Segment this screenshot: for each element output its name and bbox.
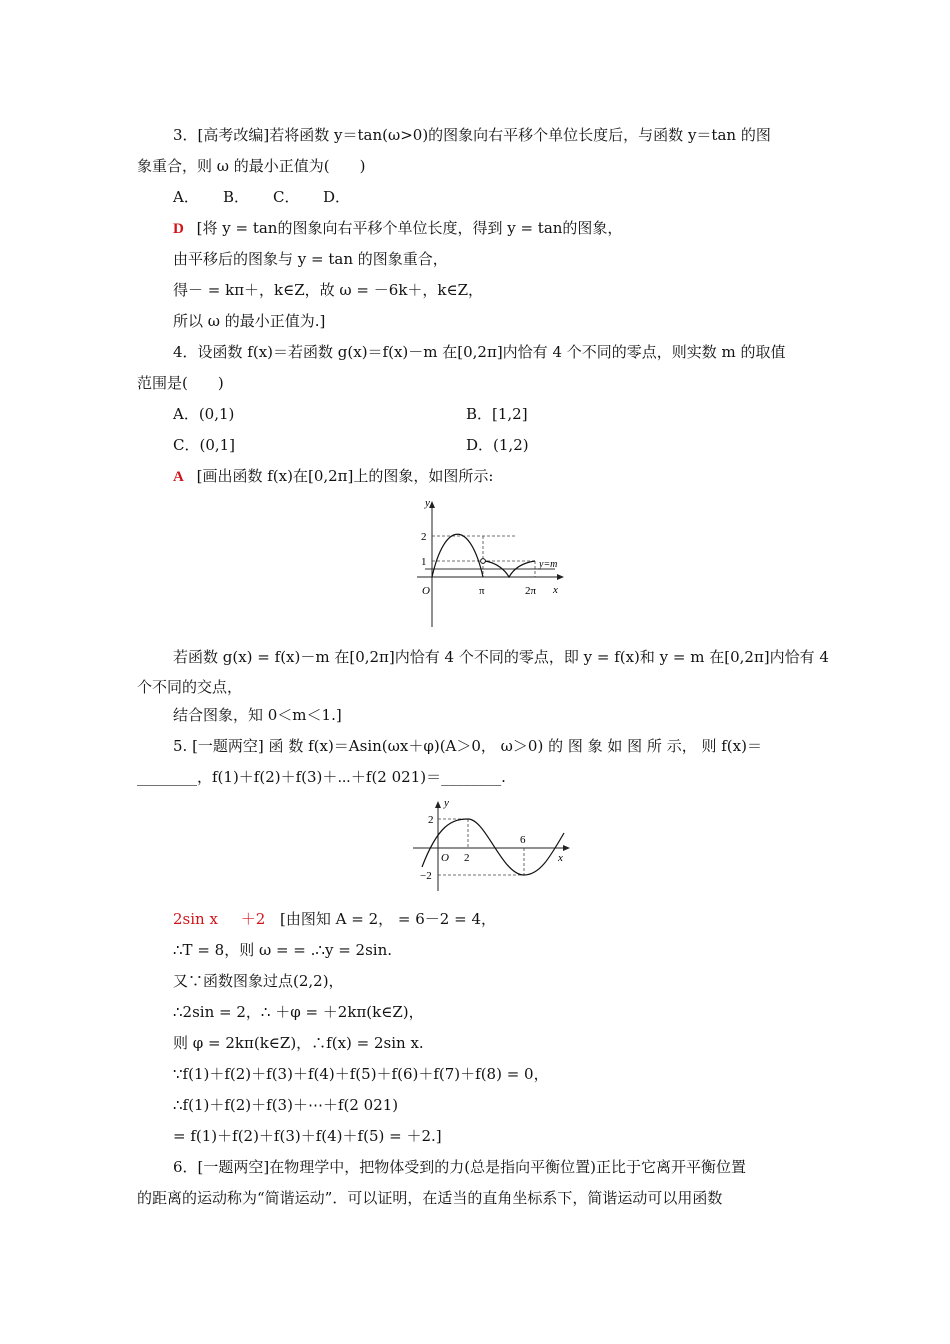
- q4-y-tick-1: 1: [421, 556, 427, 568]
- q5-answer1: 2sin x: [173, 910, 218, 928]
- q3-answer-letter: D: [173, 221, 184, 237]
- q4-solution-line1: [173, 465, 815, 487]
- q3-solution-line3: 得－ = kπ＋，k∈Z，故 ω = －6k＋，k∈Z，: [173, 281, 484, 299]
- q6-stem-line2: 的距离的运动称为“简谐运动”．可以证明，在适当的直角坐标系下，简谐运动可以用函数: [137, 1189, 723, 1207]
- q4-y-arrow: [429, 501, 435, 508]
- q5-x-tick-2: 2: [464, 852, 470, 864]
- q4-x-arrow: [557, 574, 564, 580]
- q3-solution-text1: [将 y = tan的图象向右平移个单位长度，得到 y = tan的图象，: [196, 219, 623, 237]
- q5-solution-line1: [173, 908, 815, 930]
- q3-option-b: B．: [223, 188, 250, 206]
- q3-solution-line4: 所以 ω 的最小正值为.]: [173, 312, 326, 330]
- q4-solution-line3: 个不同的交点，: [137, 678, 243, 696]
- q4-origin-label: O: [422, 585, 430, 597]
- q3-stem-line1: 3．[高考改编]若将函数 y＝tan(ω>0)的图象向右平移个单位长度后，与函数 y＝tan 的图: [173, 126, 771, 144]
- q3-solution-line1: [173, 217, 815, 239]
- q5-y-tick-2: 2: [428, 814, 434, 826]
- q4-solution-line4: 结合图象，知 0＜m＜1.]: [173, 706, 342, 724]
- q4-y-label: y: [425, 497, 430, 509]
- q5-solution-line4: ∴2sin = 2，∴ ＋φ = ＋2kπ(k∈Z)，: [173, 1003, 424, 1021]
- q4-line-label: y=m: [539, 559, 558, 570]
- q4-options-row1: [173, 403, 815, 425]
- q4-option-b: B．[1,2]: [466, 405, 528, 423]
- q4-solution-text1: [画出函数 f(x)在[0,2π]上的图象，如图所示:: [196, 467, 494, 485]
- q5-solution-line8: = f(1)＋f(2)＋f(3)＋f(4)＋f(5) = ＋2.]: [173, 1127, 442, 1145]
- q5-graph-figure: [408, 795, 578, 895]
- q5-answer2: ＋2: [240, 910, 266, 928]
- q4-x-label: x: [553, 584, 558, 596]
- q4-open-point: [481, 559, 486, 564]
- q5-solution-line3: 又∵函数图象过点(2,2)，: [173, 972, 344, 990]
- q5-stem-line2: ________，f(1)＋f(2)＋f(3)＋⋯＋f(2 021)＝________.: [137, 768, 506, 786]
- q3-option-d: D．: [323, 188, 351, 206]
- q4-answer-letter: A: [173, 469, 184, 485]
- q4-options-row2: [173, 434, 815, 456]
- q3-option-c: C．: [273, 188, 300, 206]
- q3-stem-line2: 象重合，则 ω 的最小正值为( ): [137, 157, 366, 175]
- q4-x-tick-2pi: 2π: [525, 585, 537, 597]
- q5-solution-line5: 则 φ = 2kπ(k∈Z)，∴f(x) = 2sin x.: [173, 1034, 424, 1052]
- q4-option-a: A．(0,1): [173, 405, 235, 423]
- q5-solution-line2: ∴T = 8，则 ω = = .∴y = 2sin.: [173, 941, 392, 959]
- q5-y-arrow: [435, 801, 441, 808]
- q5-x-tick-6: 6: [520, 834, 526, 846]
- q5-y-tick-neg2: −2: [420, 870, 432, 882]
- q4-solution-line2: 若函数 g(x) = f(x)－m 在[0,2π]内恰有 4 个不同的零点，即 y = f(x)和 y = m 在[0,2π]内恰有 4: [173, 648, 829, 666]
- q5-solution-line7: ∴f(1)＋f(2)＋f(3)＋⋯＋f(2 021): [173, 1096, 399, 1114]
- q3-solution-line2: 由平移后的图象与 y = tan 的图象重合，: [173, 250, 448, 268]
- q4-stem-line1: 4．设函数 f(x)＝若函数 g(x)＝f(x)－m 在[0,2π]内恰有 4 个不同的零点，则实数 m 的取值: [173, 343, 786, 361]
- q5-x-label: x: [558, 852, 563, 864]
- q4-option-d: D．(1,2): [466, 436, 529, 454]
- q3-options: [173, 186, 815, 208]
- q4-y-tick-2: 2: [421, 531, 427, 543]
- q6-stem-line1: 6．[一题两空]在物理学中，把物体受到的力(总是指向平衡位置)正比于它离开平衡位置: [173, 1158, 746, 1176]
- q5-sine-curve: [422, 819, 564, 875]
- q5-stem-line1: 5. [一题两空] 函 数 f(x)＝Asin(ωx＋φ)(A＞0， ω＞0) 的 图 象 如 图 所 示， 则 f(x)＝: [173, 737, 762, 755]
- q5-origin-label: O: [441, 852, 449, 864]
- q4-option-c: C．(0,1]: [173, 436, 236, 454]
- q4-graph-figure: [405, 495, 575, 635]
- q5-y-label: y: [444, 797, 449, 809]
- q5-x-arrow: [563, 845, 570, 851]
- q5-solution-text1: [由图知 A = 2， = 6－2 = 4，: [280, 910, 496, 928]
- q4-x-tick-pi: π: [479, 585, 485, 597]
- q4-curve-hump: [432, 534, 483, 577]
- q5-solution-line6: ∵f(1)＋f(2)＋f(3)＋f(4)＋f(5)＋f(6)＋f(7)＋f(8) = 0，: [173, 1065, 549, 1083]
- q4-stem-line2: 范围是( ): [137, 374, 224, 392]
- q3-option-a: A．: [173, 188, 199, 206]
